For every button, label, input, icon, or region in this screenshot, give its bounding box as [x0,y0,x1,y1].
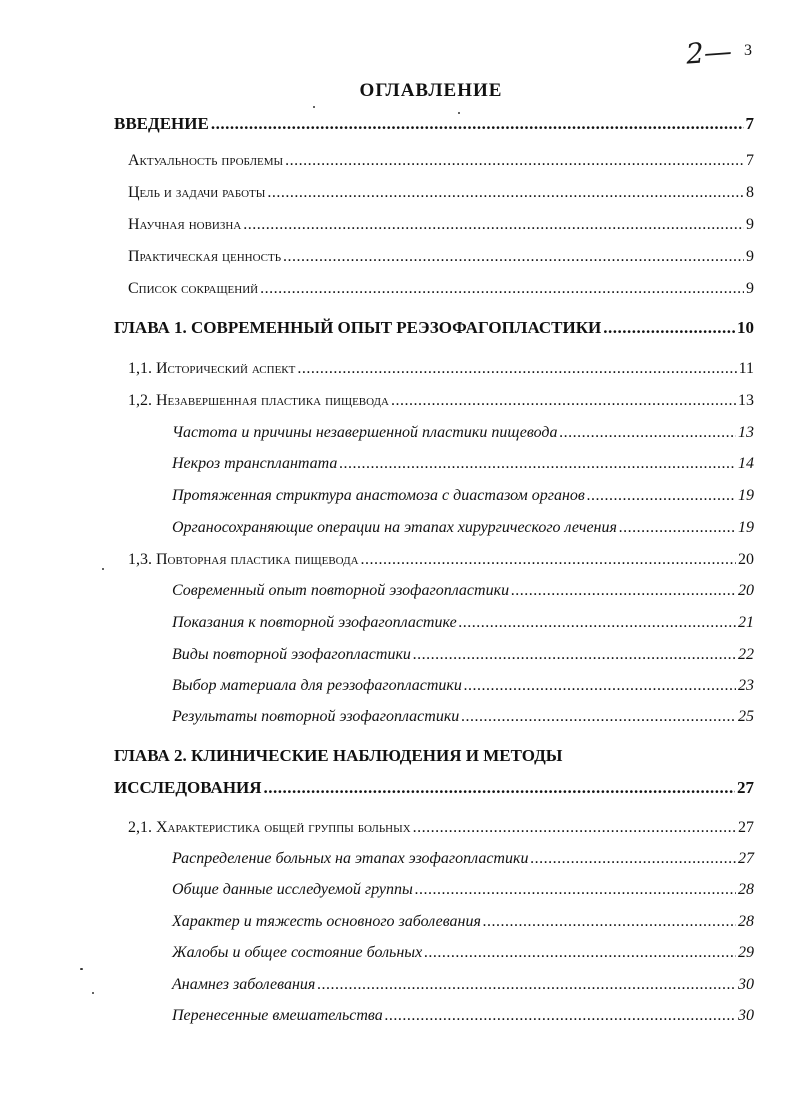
toc-entry-label: Жалобы и общее состояние больных [172,944,423,961]
toc-entry-page: 8 [746,184,754,201]
toc-entry-2-1-1 [172,850,754,868]
toc-entry-1-1 [128,360,754,378]
toc-entry-label: Практическая ценность [128,248,282,265]
toc-entry-label: ВВЕДЕНИЕ [114,114,209,133]
toc-entry-label: Современный опыт повторной эзофагопластики [172,582,510,599]
dot-leader [391,392,736,410]
toc-entry-label: 1,3. Повторная пластика пищевода [128,551,359,568]
toc-entry-label: 2,1. Характеристика общей группы больных [128,819,411,836]
toc-entry-page: 27 [738,819,754,836]
toc-entry-2-1-3 [172,913,754,931]
toc-entry-page: 20 [738,551,754,568]
dot-leader [413,819,736,837]
toc-entry-page: 13 [738,392,754,409]
toc-entry-page: 19 [738,519,754,536]
toc-entry-1-2-2 [172,455,754,473]
toc-entry-page: 13 [738,424,754,441]
scan-speck [80,968,83,970]
toc-entry-label: Выбор материала для реэзофагопластики [172,677,462,694]
toc-entry-page: 25 [738,708,754,725]
toc-entry-label: Результаты повторной эзофагопластики [172,708,460,725]
toc-entry-2-1-5 [172,976,754,994]
dot-leader [339,455,736,473]
page-number: 3 [744,42,752,59]
toc-entry-relevance [128,152,754,170]
toc-entry-label: Распределение больных на этапах эзофагопластики [172,850,529,867]
toc-entry-label: Список сокращений [128,280,259,297]
toc-entry-label: ГЛАВА 2. КЛИНИЧЕСКИЕ НАБЛЮДЕНИЯ И МЕТОДЫ [114,746,563,765]
toc-entry-page: 19 [738,487,754,504]
toc-entry-page: 28 [738,881,754,898]
toc-entry-page: 29 [738,944,754,961]
toc-entry-1-3-4 [172,677,754,695]
toc-entry-page: 28 [738,913,754,930]
dot-leader [461,708,736,726]
toc-entry-1-2 [128,392,754,410]
dot-leader [483,913,736,931]
toc-entry-label: Частота и причины незавершенной пластики пищевода [172,424,558,441]
toc-entry-2-1-2 [172,881,754,899]
toc-entry-practical-value [128,248,754,266]
scan-speck [102,568,104,570]
toc-entry-page: 7 [745,114,754,133]
dot-leader [285,152,744,170]
dot-leader [415,881,736,899]
toc-entry-label: Актуальность проблемы [128,152,284,169]
toc-entry-chapter-2-line1 [114,746,562,766]
toc-entry-1-3 [128,551,754,569]
toc-entry-label: Виды повторной эзофагопластики [172,646,411,663]
toc-entry-label: Характер и тяжесть основного заболевания [172,913,481,930]
toc-entry-1-3-5 [172,708,754,726]
toc-entry-2-1 [128,819,754,837]
dot-leader [560,424,736,442]
toc-entry-goals [128,184,754,202]
toc-entry-label: Общие данные исследуемой группы [172,881,413,898]
toc-entry-page: 9 [746,248,754,265]
toc-entry-page: 21 [738,614,754,631]
toc-entry-1-3-3 [172,646,754,664]
toc-entry-1-2-1 [172,424,754,442]
toc-entry-1-3-2 [172,614,754,632]
dot-leader [459,614,736,632]
dot-leader [530,850,736,868]
toc-entry-abbreviations [128,280,754,298]
toc-entry-label: Анамнез заболевания [172,976,316,993]
dot-leader [264,778,735,798]
toc-entry-page: 9 [746,280,754,297]
dot-leader [464,677,736,695]
dot-leader [413,646,736,664]
scan-speck [458,112,460,114]
toc-entry-label: Научная новизна [128,216,242,233]
scan-speck [92,992,94,994]
toc-entry-label: ИССЛЕДОВАНИЯ [114,778,262,797]
toc-entry-novelty [128,216,754,234]
toc-entry-page: 10 [737,318,754,337]
dot-leader [603,318,735,338]
dot-leader [361,551,736,569]
toc-entry-page: 7 [746,152,754,169]
toc-entry-page: 22 [738,646,754,663]
dot-leader [317,976,736,994]
toc-entry-page: 30 [738,976,754,993]
toc-entry-label: Показания к повторной эзофагопластике [172,614,457,631]
toc-entry-label: Цель и задачи работы [128,184,266,201]
toc-entry-label: Протяженная стриктура анастомоза с диастазом органов [172,487,585,504]
toc-entry-introduction [114,114,754,134]
scan-speck [313,106,315,108]
dot-leader [211,114,744,134]
toc-entry-2-1-4 [172,944,754,962]
toc-entry-2-1-6 [172,1007,754,1025]
toc-entry-page: 30 [738,1007,754,1024]
dot-leader [424,944,736,962]
toc-entry-label: Органосохраняющие операции на этапах хирургического лечения [172,519,617,536]
toc-entry-chapter-1 [114,318,754,338]
toc-entry-page: 9 [746,216,754,233]
toc-entry-chapter-2 [114,778,754,798]
toc-entry-page: 11 [738,360,754,377]
toc-entry-1-2-3 [172,487,754,505]
dot-leader [511,582,736,600]
dot-leader [267,184,744,202]
toc-entry-1-2-4 [172,519,754,537]
dot-leader [297,360,736,378]
page-title: ОГЛАВЛЕНИЕ [359,80,503,101]
toc-entry-1-3-1 [172,582,754,600]
handwritten-page-mark: 2— [684,34,733,71]
dot-leader [385,1007,736,1025]
toc-entry-label: ГЛАВА 1. СОВРЕМЕННЫЙ ОПЫТ РЕЭЗОФАГОПЛАСТИКИ [114,318,602,337]
dot-leader [260,280,744,298]
toc-entry-page: 27 [738,850,754,867]
dot-leader [283,248,744,266]
toc-entry-label: 1,2. Незавершенная пластика пищевода [128,392,389,409]
dot-leader [587,487,736,505]
dot-leader [619,519,736,537]
toc-entry-label: 1,1. Исторический аспект [128,360,296,377]
dot-leader [243,216,744,234]
toc-entry-page: 14 [738,455,754,472]
toc-entry-page: 27 [737,778,754,797]
toc-entry-page: 20 [738,582,754,599]
toc-entry-page: 23 [738,677,754,694]
toc-entry-label: Перенесенные вмешательства [172,1007,383,1024]
toc-entry-label: Некроз трансплантата [172,455,338,472]
